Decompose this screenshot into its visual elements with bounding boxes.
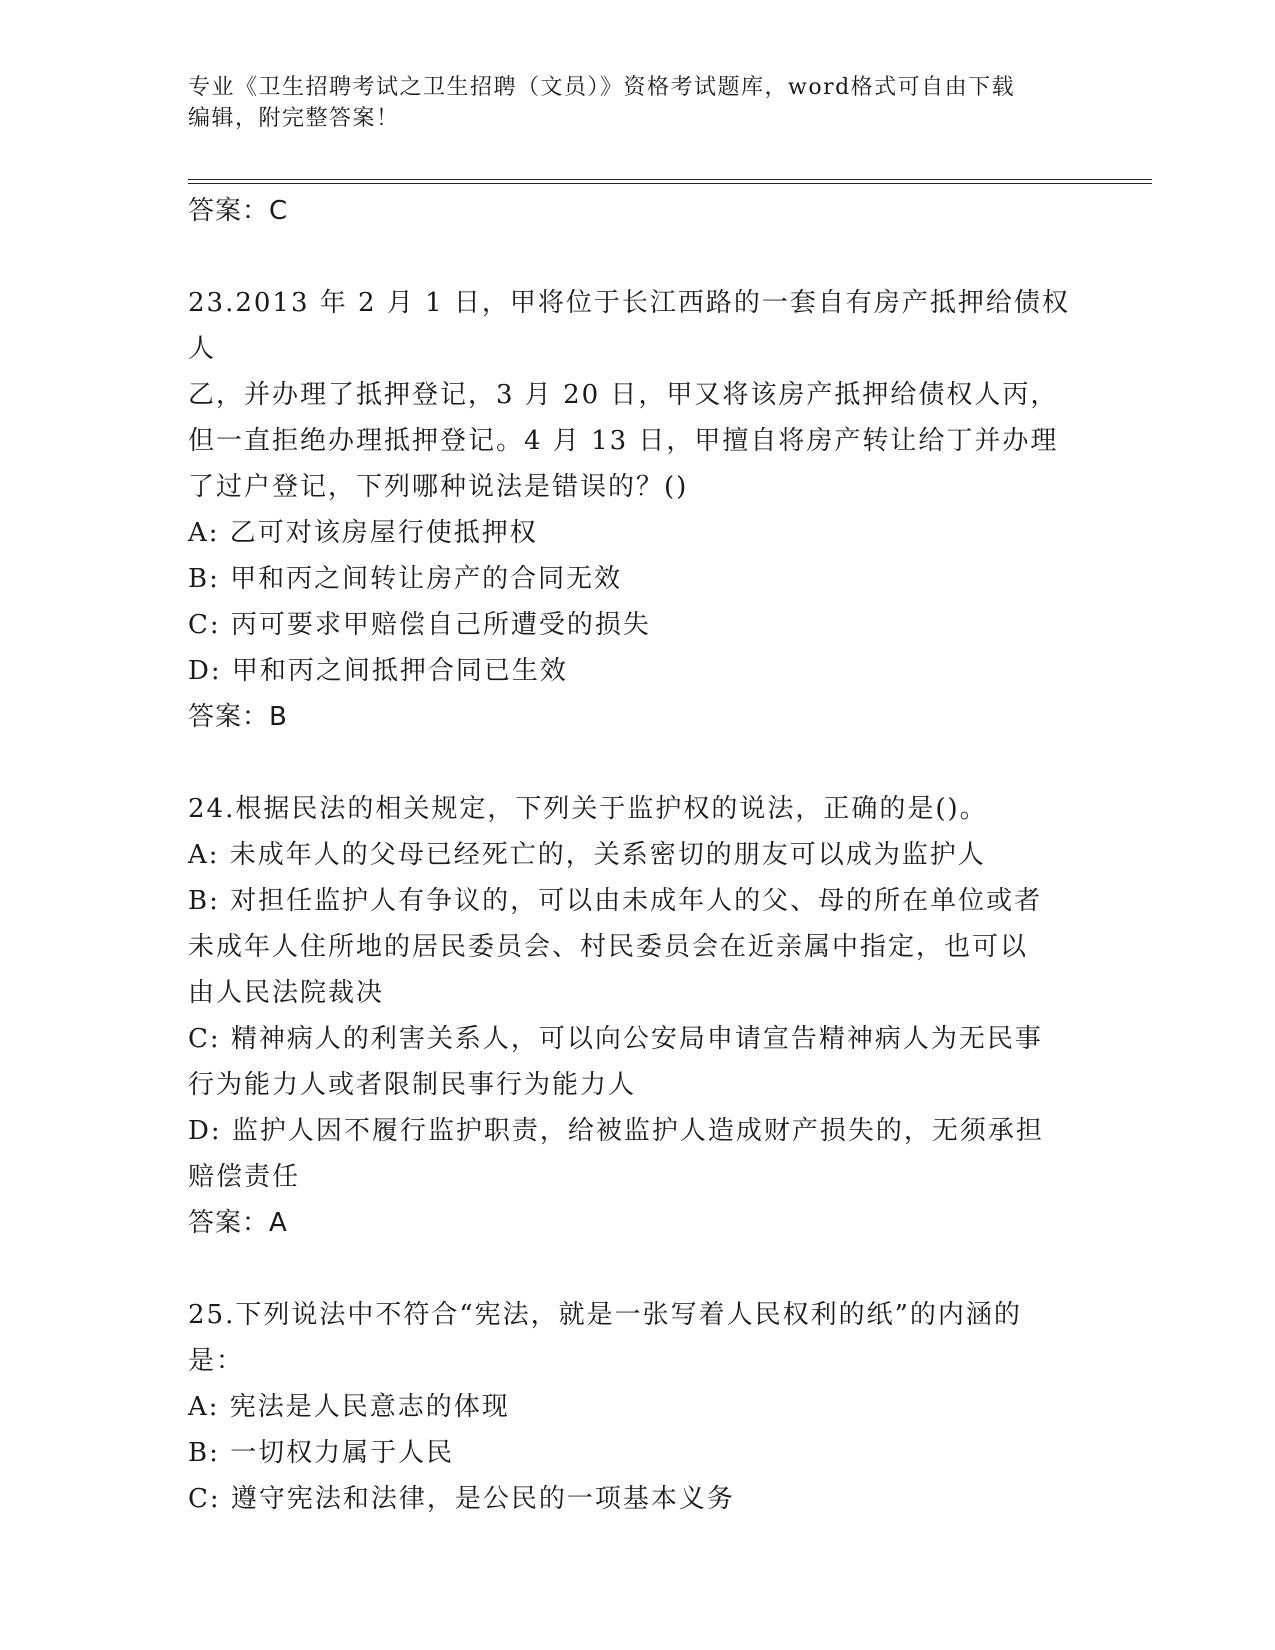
- question-stem: [188, 1292, 1088, 1384]
- option-line: B: 对担任监护人有争议的，可以由未成年人的父、母的所在单位或者: [188, 886, 1043, 916]
- option-d: [188, 1108, 1088, 1200]
- option-a: [188, 1384, 1088, 1430]
- header-rule-bottom: [188, 183, 1152, 184]
- stem-line: 了过户登记，下列哪种说法是错误的？(): [188, 472, 689, 502]
- question-23: [188, 280, 1088, 740]
- option-b: [188, 1430, 1088, 1476]
- option-d: [188, 648, 1088, 694]
- option-line: 由人民法院裁决: [188, 978, 385, 1008]
- spacer: [188, 740, 1088, 786]
- option-b: [188, 878, 1088, 1016]
- spacer: [188, 1246, 1088, 1292]
- header-line-1: 专业《卫生招聘考试之卫生招聘（文员）》资格考试题库，word格式可自由下载: [188, 75, 1016, 100]
- option-c: [188, 602, 1088, 648]
- header-rule-top: [188, 179, 1152, 180]
- option-line: 赔偿责任: [188, 1162, 301, 1192]
- question-stem: [188, 280, 1088, 510]
- previous-answer: 答案：C: [188, 196, 289, 226]
- option-c: [188, 1476, 1088, 1522]
- header-line-2: 编辑，附完整答案！: [188, 106, 400, 131]
- question-stem: [188, 786, 1088, 832]
- stem-line: 24.根据民法的相关规定，下列关于监护权的说法，正确的是()。: [188, 794, 988, 824]
- option-line: A: 乙可对该房屋行使抵押权: [188, 518, 538, 548]
- option-line: D: 监护人因不履行监护职责，给被监护人造成财产损失的，无须承担: [188, 1116, 1044, 1146]
- stem-line: 是：: [188, 1346, 245, 1376]
- option-a: [188, 510, 1088, 556]
- document-header: [188, 72, 1068, 134]
- question-25: [188, 1292, 1088, 1522]
- option-line: 行为能力人或者限制民事行为能力人: [188, 1070, 637, 1100]
- option-line: A: 未成年人的父母已经死亡的，关系密切的朋友可以成为监护人: [188, 840, 986, 870]
- question-24: [188, 786, 1088, 1246]
- document-body: [188, 188, 1088, 1522]
- option-c: [188, 1016, 1088, 1108]
- stem-line: 但一直拒绝办理抵押登记。4 月 13 日，甲擅自将房产转让给丁并办理: [188, 426, 1059, 456]
- option-line: D: 甲和丙之间抵押合同已生效: [188, 656, 568, 686]
- option-line: C: 精神病人的利害关系人，可以向公安局申请宣告精神病人为无民事: [188, 1024, 1043, 1054]
- option-line: C: 丙可要求甲赔偿自己所遭受的损失: [188, 610, 651, 640]
- option-line: B: 一切权力属于人民: [188, 1438, 455, 1468]
- option-line: A: 宪法是人民意志的体现: [188, 1392, 510, 1422]
- answer-23: 答案：B: [188, 702, 288, 732]
- option-line: C: 遵守宪法和法律，是公民的一项基本义务: [188, 1484, 735, 1514]
- answer-24: 答案：A: [188, 1208, 288, 1238]
- option-b: [188, 556, 1088, 602]
- option-a: [188, 832, 1088, 878]
- option-line: B: 甲和丙之间转让房产的合同无效: [188, 564, 623, 594]
- option-line: 未成年人住所地的居民委员会、村民委员会在近亲属中指定，也可以: [188, 932, 1029, 962]
- spacer: [188, 234, 1088, 280]
- stem-line: 23.2013 年 2 月 1 日，甲将位于长江西路的一套自有房产抵押给债权人: [188, 288, 1070, 364]
- stem-line: 乙，并办理了抵押登记，3 月 20 日，甲又将该房产抵押给债权人丙，: [188, 380, 1059, 410]
- stem-line: 25.下列说法中不符合“宪法，就是一张写着人民权利的纸”的内涵的: [188, 1300, 1022, 1330]
